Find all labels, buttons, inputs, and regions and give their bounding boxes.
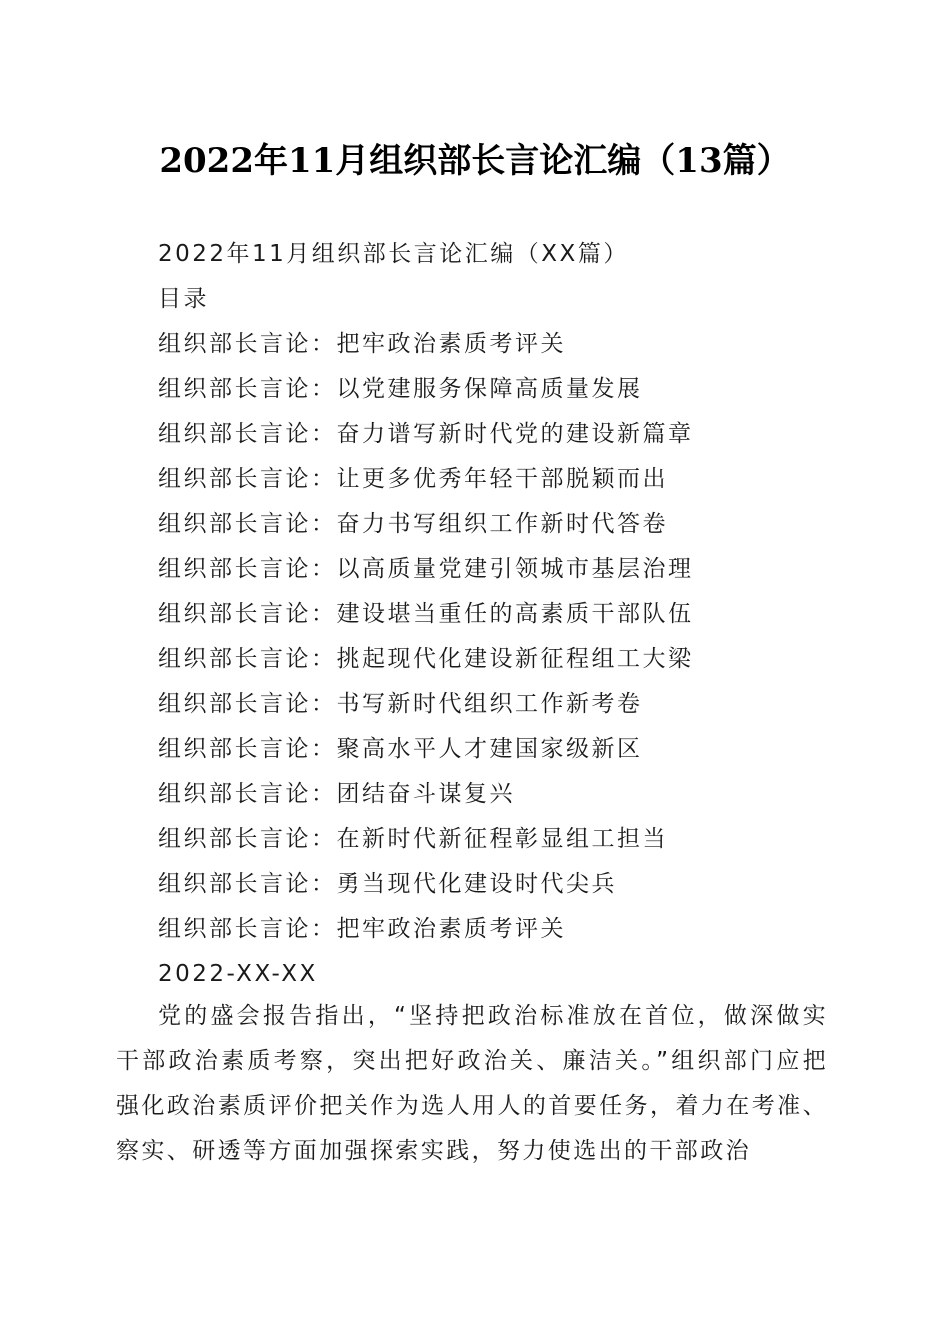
toc-item[interactable]: 组织部长言论：奋力书写组织工作新时代答卷	[158, 511, 668, 537]
toc-item[interactable]: 组织部长言论：聚高水平人才建国家级新区	[158, 736, 643, 762]
toc-item[interactable]: 组织部长言论：团结奋斗谋复兴	[158, 781, 515, 807]
body-paragraph: 党的盛会报告指出，“坚持把政治标准放在首位，做深做实干部政治素质考察，突出把好政治关、廉洁关。”组织部门应把强化政治素质评价把关作为选人用人的首要任务，着力在考准、察实、研透等方面加强探索实践，努力使选出的干部政治	[116, 1003, 828, 1164]
toc-heading: 目录	[158, 286, 209, 312]
toc-item[interactable]: 组织部长言论：建设堪当重任的高素质干部队伍	[158, 601, 694, 627]
toc-item[interactable]: 组织部长言论：把牢政治素质考评关	[158, 331, 566, 357]
document-date: 2022-XX-XX	[158, 961, 318, 987]
toc-item[interactable]: 组织部长言论：奋力谱写新时代党的建设新篇章	[158, 421, 694, 447]
toc-item[interactable]: 组织部长言论：把牢政治素质考评关	[158, 916, 566, 942]
toc-item[interactable]: 组织部长言论：挑起现代化建设新征程组工大梁	[158, 646, 694, 672]
toc-item[interactable]: 组织部长言论：让更多优秀年轻干部脱颖而出	[158, 466, 668, 492]
document-subtitle: 2022年11月组织部长言论汇编（XX篇）	[158, 241, 629, 267]
toc-item[interactable]: 组织部长言论：在新时代新征程彰显组工担当	[158, 826, 668, 852]
toc-item[interactable]: 组织部长言论：书写新时代组织工作新考卷	[158, 691, 643, 717]
toc-item[interactable]: 组织部长言论：以高质量党建引领城市基层治理	[158, 556, 694, 582]
toc-item[interactable]: 组织部长言论：勇当现代化建设时代尖兵	[158, 871, 617, 897]
document-title: 2022年11月组织部长言论汇编（13篇）	[159, 141, 791, 181]
toc-item[interactable]: 组织部长言论：以党建服务保障高质量发展	[158, 376, 643, 402]
